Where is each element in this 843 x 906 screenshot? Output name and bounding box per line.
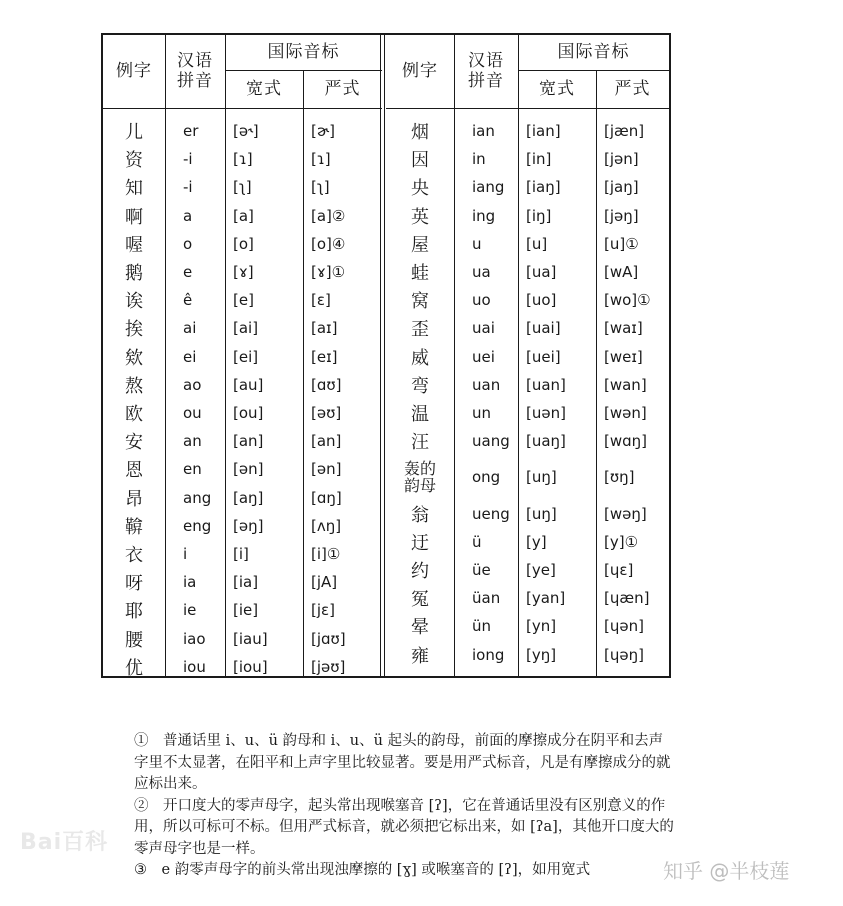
example-char-cell: 腰 <box>125 629 143 651</box>
table-row <box>103 343 382 371</box>
strict-ipa-cell: [ɑʊ] <box>311 375 342 394</box>
strict-ipa-cell: [jA] <box>311 573 338 592</box>
pinyin-cell: en <box>183 460 202 479</box>
example-char-cell: 蛙 <box>411 263 429 284</box>
broad-ipa-cell: [ia] <box>233 573 259 592</box>
strict-ipa-cell: [wən] <box>604 404 647 422</box>
broad-ipa-cell: [a] <box>233 206 254 225</box>
strict-ipa-cell: [aɪ] <box>311 319 338 338</box>
example-char-cell: 耶 <box>125 601 143 623</box>
table-row <box>103 145 382 173</box>
broad-ipa-cell: [ei] <box>233 347 259 366</box>
broad-ipa-cell: [ie] <box>233 601 259 620</box>
table-row <box>386 641 669 669</box>
table-row <box>386 314 669 342</box>
example-char-cell: 屋 <box>411 234 429 256</box>
header-pinyin: 汉语 拼音 <box>468 51 504 91</box>
strict-ipa-cell: [wo]① <box>604 291 651 310</box>
example-char-cell: 资 <box>125 150 143 172</box>
strict-ipa-cell: [o]④ <box>311 234 346 253</box>
example-char-cell: 晕 <box>411 617 429 639</box>
example-char-cell: 呀 <box>125 573 143 595</box>
table-row <box>386 258 669 286</box>
table-row <box>103 286 382 314</box>
broad-ipa-cell: [iaŋ] <box>526 178 561 197</box>
header-ipa: 国际音标 <box>557 41 630 62</box>
broad-ipa-cell: [iau] <box>233 629 268 648</box>
footnote-1: ① 普通话里 i、u、ü 韵母和 i、u、ü 起头的韵母，前面的摩擦成分在阴平和去声字里不太显著，在阳平和上声字里比较显著。要是用严式标音，凡是有摩擦成分的就应标出来。 <box>134 733 671 792</box>
pinyin-cell: iou <box>183 657 206 676</box>
table-row <box>386 230 669 258</box>
pinyin-cell: ou <box>183 404 202 422</box>
pinyin-cell: ueng <box>472 504 510 523</box>
pinyin-cell: ang <box>183 488 212 507</box>
broad-ipa-cell: [i] <box>233 545 249 563</box>
table-row <box>103 314 382 342</box>
pinyin-cell: ei <box>183 347 197 366</box>
strict-ipa-cell: [ɛ] <box>311 291 331 310</box>
pinyin-cell: an <box>183 432 202 451</box>
table-row <box>386 145 669 173</box>
table-header <box>103 35 382 109</box>
table-row <box>386 371 669 399</box>
broad-ipa-cell: [o] <box>233 234 254 253</box>
header-divider <box>518 70 669 71</box>
strict-ipa-cell: [eɪ] <box>311 347 338 366</box>
broad-ipa-cell: [ɿ] <box>233 150 253 169</box>
table-row <box>103 399 382 427</box>
example-char-cell: 因 <box>411 150 429 172</box>
broad-ipa-cell: [au] <box>233 375 264 394</box>
strict-ipa-cell: [jəŋ] <box>604 206 639 225</box>
broad-ipa-cell: [uŋ] <box>526 468 557 487</box>
pinyin-cell: i <box>183 545 188 563</box>
table-row <box>103 596 382 624</box>
example-char-cell: 欸 <box>125 347 143 369</box>
pinyin-cell: uo <box>472 291 491 310</box>
pinyin-cell: a <box>183 206 193 225</box>
example-char-cell: 迂 <box>411 532 429 554</box>
table-row <box>386 500 669 528</box>
broad-ipa-cell: [uən] <box>526 404 566 422</box>
table-right-half <box>386 35 669 676</box>
strict-ipa-cell: [ʅ] <box>311 178 330 197</box>
strict-ipa-cell: [jæn] <box>604 122 645 140</box>
footnote-3: ③ e 韵零声母字的前头常出现浊摩擦的 [ɣ] 或喉塞音的 [ʔ]，如用宽式 <box>134 862 591 878</box>
table-row <box>103 427 382 455</box>
pinyin-cell: ia <box>183 573 197 592</box>
pinyin-cell: uai <box>472 319 495 338</box>
example-char-cell: 央 <box>411 178 429 200</box>
strict-ipa-cell: [jaŋ] <box>604 178 639 197</box>
table-row <box>386 584 669 612</box>
table-row <box>103 512 382 540</box>
example-char-cell: 雍 <box>411 645 429 667</box>
pinyin-cell: ün <box>472 617 492 636</box>
pinyin-cell: ua <box>472 263 491 281</box>
example-char-cell: 挨 <box>125 319 143 341</box>
broad-ipa-cell: [uei] <box>526 347 561 366</box>
strict-ipa-cell: [y]① <box>604 532 639 551</box>
header-broad: 宽式 <box>246 78 282 99</box>
pinyin-cell: üe <box>472 561 491 579</box>
pinyin-cell: u <box>472 234 482 253</box>
broad-ipa-cell: [ən] <box>233 460 264 479</box>
table-header <box>386 35 669 109</box>
strict-ipa-cell: [wan] <box>604 375 647 394</box>
pinyin-cell: -i <box>183 178 193 197</box>
pinyin-cell: er <box>183 122 199 140</box>
pinyin-cell: ao <box>183 375 202 394</box>
strict-ipa-cell: [ʊŋ] <box>604 468 635 487</box>
strict-ipa-cell: [jəʊ] <box>311 657 346 676</box>
example-char-cell: 弯 <box>411 375 429 397</box>
example-char-cell: 安 <box>125 432 143 454</box>
header-ipa: 国际音标 <box>267 41 340 62</box>
pinyin-cell: e <box>183 263 193 281</box>
table-row <box>103 202 382 230</box>
pinyin-cell: ü <box>472 532 482 551</box>
strict-ipa-cell: [ʌŋ] <box>311 516 342 535</box>
table-row <box>103 230 382 258</box>
table-row <box>103 371 382 399</box>
strict-ipa-cell: [ɤ]① <box>311 263 346 281</box>
broad-ipa-cell: [ye] <box>526 561 556 579</box>
broad-ipa-cell: [ou] <box>233 404 264 422</box>
finals-ipa-table <box>101 33 671 678</box>
table-row <box>103 540 382 568</box>
strict-ipa-cell: [wəŋ] <box>604 504 647 523</box>
strict-ipa-cell: [ən] <box>311 460 342 479</box>
strict-ipa-cell: [an] <box>311 432 342 451</box>
broad-ipa-cell: [iŋ] <box>526 206 552 225</box>
pinyin-cell: iong <box>472 645 505 664</box>
strict-ipa-cell: [jɑʊ] <box>311 629 346 648</box>
header-broad: 宽式 <box>539 78 575 99</box>
table-row <box>386 556 669 584</box>
example-char-cell: 啊 <box>125 206 143 228</box>
example-char-cell: 知 <box>125 178 143 200</box>
example-char-cell: 欧 <box>125 404 143 425</box>
footnote-2: ② 开口度大的零声母字，起头常出现喉塞音 [ʔ]，它在普通话里没有区别意义的作用，所以可标可不标。但用严式标音，就必须把它标出来，如 [ʔa]，其他开口度大的零声母字也是一样。 <box>134 797 674 857</box>
broad-ipa-cell: [uai] <box>526 319 561 338</box>
pinyin-cell: ian <box>472 122 495 140</box>
pinyin-cell: ong <box>472 468 501 487</box>
example-char-cell: 约 <box>411 561 429 582</box>
example-char-cell: 汪 <box>411 432 429 454</box>
strict-ipa-cell: [weɪ] <box>604 347 643 366</box>
table-row <box>386 343 669 371</box>
strict-ipa-cell: [ɥæn] <box>604 589 650 608</box>
double-divider <box>380 35 385 676</box>
table-row <box>386 173 669 201</box>
header-example-char: 例字 <box>402 61 438 82</box>
strict-ipa-cell: [əʊ] <box>311 404 342 422</box>
example-char-cell: 温 <box>411 404 429 425</box>
example-char-cell: 儿 <box>125 122 143 143</box>
broad-ipa-cell: [ian] <box>526 122 561 140</box>
example-char-cell: 鹅 <box>125 263 143 284</box>
strict-ipa-cell: [waɪ] <box>604 319 643 338</box>
broad-ipa-cell: [u] <box>526 234 548 253</box>
table-row <box>386 612 669 640</box>
example-char-cell: 熬 <box>125 375 143 397</box>
broad-ipa-cell: [uan] <box>526 375 566 394</box>
table-row <box>103 258 382 286</box>
table-row <box>103 653 382 681</box>
table-row <box>386 202 669 230</box>
example-char-cell: 歪 <box>411 319 429 341</box>
broad-ipa-cell: [aŋ] <box>233 488 264 507</box>
table-row <box>103 117 382 145</box>
example-char-cell: 昂 <box>125 488 143 510</box>
strict-ipa-cell: [u]① <box>604 234 639 253</box>
header-strict: 严式 <box>614 78 651 99</box>
table-left-half <box>103 35 382 679</box>
example-char-cell: 英 <box>411 206 429 228</box>
broad-ipa-cell: [ʅ] <box>233 178 252 197</box>
pinyin-cell: un <box>472 404 492 422</box>
pinyin-cell: in <box>472 150 486 169</box>
example-char-cell: 鞥 <box>125 516 143 538</box>
pinyin-cell: o <box>183 234 193 253</box>
strict-ipa-cell: [wA] <box>604 263 639 281</box>
strict-ipa-cell: [jən] <box>604 150 639 169</box>
example-char-cell: 喔 <box>125 234 143 256</box>
example-char-cell: 冤 <box>411 589 429 611</box>
strict-ipa-cell: [ɥɛ] <box>604 561 634 579</box>
pinyin-cell: ie <box>183 601 197 620</box>
broad-ipa-cell: [yn] <box>526 617 557 636</box>
pinyin-cell: üan <box>472 589 501 608</box>
table-row <box>103 484 382 512</box>
example-char-cell: 窝 <box>411 291 429 313</box>
broad-ipa-cell: [yan] <box>526 589 566 608</box>
table-row <box>103 625 382 653</box>
pinyin-cell: ing <box>472 206 496 225</box>
header-pinyin: 汉语 拼音 <box>177 51 213 91</box>
table-row <box>386 455 669 499</box>
header-strict: 严式 <box>324 78 361 99</box>
broad-ipa-cell: [e] <box>233 291 254 310</box>
table-row <box>103 455 382 483</box>
example-char-cell: 衣 <box>125 545 143 566</box>
example-char-cell: 轰的 韵母 <box>403 458 436 496</box>
strict-ipa-cell: [ɿ] <box>311 150 331 169</box>
example-char-cell: 诶 <box>125 291 143 313</box>
broad-ipa-cell: [ai] <box>233 319 259 338</box>
example-char-cell: 恩 <box>125 460 143 482</box>
broad-ipa-cell: [y] <box>526 532 547 551</box>
pinyin-cell: ai <box>183 319 197 338</box>
baidu-watermark: Bai百科 <box>20 830 109 855</box>
strict-ipa-cell: [ɥən] <box>604 617 644 636</box>
broad-ipa-cell: [in] <box>526 150 552 169</box>
strict-ipa-cell: [ɥəŋ] <box>604 645 644 664</box>
pinyin-cell: uan <box>472 375 501 394</box>
broad-ipa-cell: [uaŋ] <box>526 432 566 451</box>
broad-ipa-cell: [ua] <box>526 263 557 281</box>
table-row <box>386 399 669 427</box>
strict-ipa-cell: [a]② <box>311 206 346 225</box>
pinyin-cell: uang <box>472 432 510 451</box>
example-char-cell: 烟 <box>411 122 429 143</box>
broad-ipa-cell: [əŋ] <box>233 516 264 535</box>
table-row <box>386 427 669 455</box>
example-char-cell: 优 <box>125 657 143 679</box>
strict-ipa-cell: [jɛ] <box>311 601 335 620</box>
broad-ipa-cell: [iou] <box>233 657 268 676</box>
example-char-cell: 威 <box>411 347 429 369</box>
zhihu-watermark: 知乎 @半枝莲 <box>663 859 790 883</box>
strict-ipa-cell: [i]① <box>311 545 341 563</box>
broad-ipa-cell: [an] <box>233 432 264 451</box>
pinyin-cell: iang <box>472 178 505 197</box>
table-row <box>103 173 382 201</box>
table-row <box>386 286 669 314</box>
broad-ipa-cell: [ə˞] <box>233 122 259 140</box>
pinyin-cell: iao <box>183 629 206 648</box>
pinyin-cell: eng <box>183 516 212 535</box>
pinyin-cell: -i <box>183 150 193 169</box>
broad-ipa-cell: [ɤ] <box>233 263 254 281</box>
table-row <box>386 528 669 556</box>
header-example-char: 例字 <box>116 61 152 82</box>
footnotes <box>134 731 674 882</box>
broad-ipa-cell: [uŋ] <box>526 504 557 523</box>
broad-ipa-cell: [yŋ] <box>526 645 557 664</box>
pinyin-cell: uei <box>472 347 495 366</box>
strict-ipa-cell: [wɑŋ] <box>604 432 648 451</box>
pinyin-cell: ê <box>183 291 193 310</box>
example-char-cell: 翁 <box>411 504 429 526</box>
broad-ipa-cell: [uo] <box>526 291 557 310</box>
table-row <box>386 117 669 145</box>
table-row <box>103 568 382 596</box>
strict-ipa-cell: [ɑŋ] <box>311 488 342 507</box>
strict-ipa-cell: [ɚ] <box>311 122 335 140</box>
